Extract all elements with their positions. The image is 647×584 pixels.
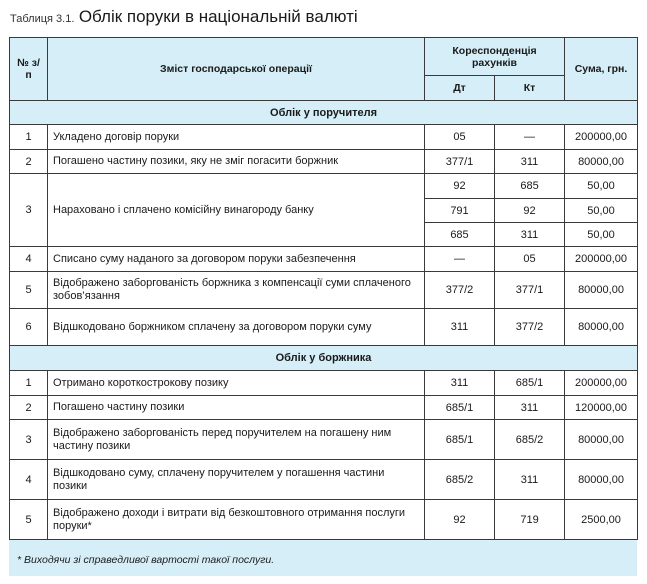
row-debit: 685/2	[425, 460, 495, 500]
row-credit: 685	[495, 174, 565, 199]
row-amount: 200000,00	[565, 247, 638, 272]
row-num: 3	[10, 174, 48, 247]
header-operation: Зміст господарської операції	[48, 38, 425, 101]
row-amount: 80000,00	[565, 420, 638, 460]
row-num: 6	[10, 309, 48, 346]
header-correspondence: Кореспонденція рахунків	[425, 38, 565, 76]
row-num: 1	[10, 371, 48, 396]
row-credit: 311	[495, 150, 565, 174]
table-row	[10, 371, 638, 396]
row-operation: Нараховано і сплачено комісійну винагороду банку	[48, 174, 425, 247]
header-debit: Дт	[425, 76, 495, 101]
row-amount: 120000,00	[565, 396, 638, 420]
row-debit: 05	[425, 125, 495, 150]
header-num: № з/п	[10, 38, 48, 101]
table-caption	[10, 6, 358, 28]
row-num: 5	[10, 500, 48, 540]
row-operation: Відшкодовано боржником сплачену за договором поруки суму	[48, 309, 425, 346]
row-operation: Укладено договір поруки	[48, 125, 425, 150]
row-debit: —	[425, 247, 495, 272]
row-credit: 311	[495, 460, 565, 500]
row-debit: 685/1	[425, 420, 495, 460]
row-amount: 80000,00	[565, 150, 638, 174]
row-debit: 311	[425, 309, 495, 346]
row-credit: 685/2	[495, 420, 565, 460]
row-debit: 92	[425, 500, 495, 540]
table-row	[10, 272, 638, 309]
row-num: 4	[10, 460, 48, 500]
table-row	[10, 396, 638, 420]
section-title: Облік у поручителя	[10, 101, 638, 125]
row-operation: Погашено частину позики	[48, 396, 425, 420]
row-credit: 92	[495, 199, 565, 223]
row-amount: 50,00	[565, 174, 638, 199]
row-num: 2	[10, 150, 48, 174]
table-row	[10, 247, 638, 272]
table-title: Облік поруки в національній валюті	[78, 7, 358, 26]
row-operation: Отримано короткострокову позику	[48, 371, 425, 396]
header-row	[10, 38, 638, 76]
table-row	[10, 420, 638, 460]
section-title: Облік у боржника	[10, 346, 638, 371]
row-credit: —	[495, 125, 565, 150]
row-debit: 685/1	[425, 396, 495, 420]
row-operation: Відображено доходи і витрати від безкоштовного отримання послуги поруки*	[48, 500, 425, 540]
table-number: Таблиця 3.1.	[10, 13, 75, 25]
row-credit: 377/1	[495, 272, 565, 309]
guarantee-table	[9, 37, 638, 540]
row-debit: 791	[425, 199, 495, 223]
row-credit: 311	[495, 396, 565, 420]
row-num: 2	[10, 396, 48, 420]
row-amount: 2500,00	[565, 500, 638, 540]
row-credit: 377/2	[495, 309, 565, 346]
row-credit: 719	[495, 500, 565, 540]
row-operation: Відшкодовано суму, сплачену поручителем у погашення частини позики	[48, 460, 425, 500]
row-debit: 311	[425, 371, 495, 396]
row-amount: 200000,00	[565, 371, 638, 396]
row-amount: 80000,00	[565, 309, 638, 346]
table-row	[10, 460, 638, 500]
row-num: 1	[10, 125, 48, 150]
table-row	[10, 125, 638, 150]
row-debit: 377/1	[425, 150, 495, 174]
row-amount: 50,00	[565, 223, 638, 247]
row-credit: 05	[495, 247, 565, 272]
row-operation: Відображено заборгованість боржника з компенсації суми сплаченого зобов’язання	[48, 272, 425, 309]
table-row	[10, 150, 638, 174]
row-operation: Погашено частину позики, яку не зміг погасити боржник	[48, 150, 425, 174]
row-debit: 377/2	[425, 272, 495, 309]
row-credit: 311	[495, 223, 565, 247]
table-container	[9, 37, 637, 576]
table-row	[10, 500, 638, 540]
row-debit: 92	[425, 174, 495, 199]
section-row	[10, 101, 638, 125]
row-num: 3	[10, 420, 48, 460]
row-num: 4	[10, 247, 48, 272]
header-credit: Кт	[495, 76, 565, 101]
table-row	[10, 174, 638, 199]
footnote: * Виходячи зі справедливої вартості такої послуги.	[17, 554, 275, 566]
row-num: 5	[10, 272, 48, 309]
row-amount: 80000,00	[565, 272, 638, 309]
row-amount: 50,00	[565, 199, 638, 223]
row-operation: Відображено заборгованість перед поручителем на погашену ним частину позики	[48, 420, 425, 460]
table-row	[10, 309, 638, 346]
row-amount: 200000,00	[565, 125, 638, 150]
row-operation: Списано суму наданого за договором поруки забезпечення	[48, 247, 425, 272]
row-debit: 685	[425, 223, 495, 247]
section-row	[10, 346, 638, 371]
header-amount: Сума, грн.	[565, 38, 638, 101]
row-credit: 685/1	[495, 371, 565, 396]
row-amount: 80000,00	[565, 460, 638, 500]
